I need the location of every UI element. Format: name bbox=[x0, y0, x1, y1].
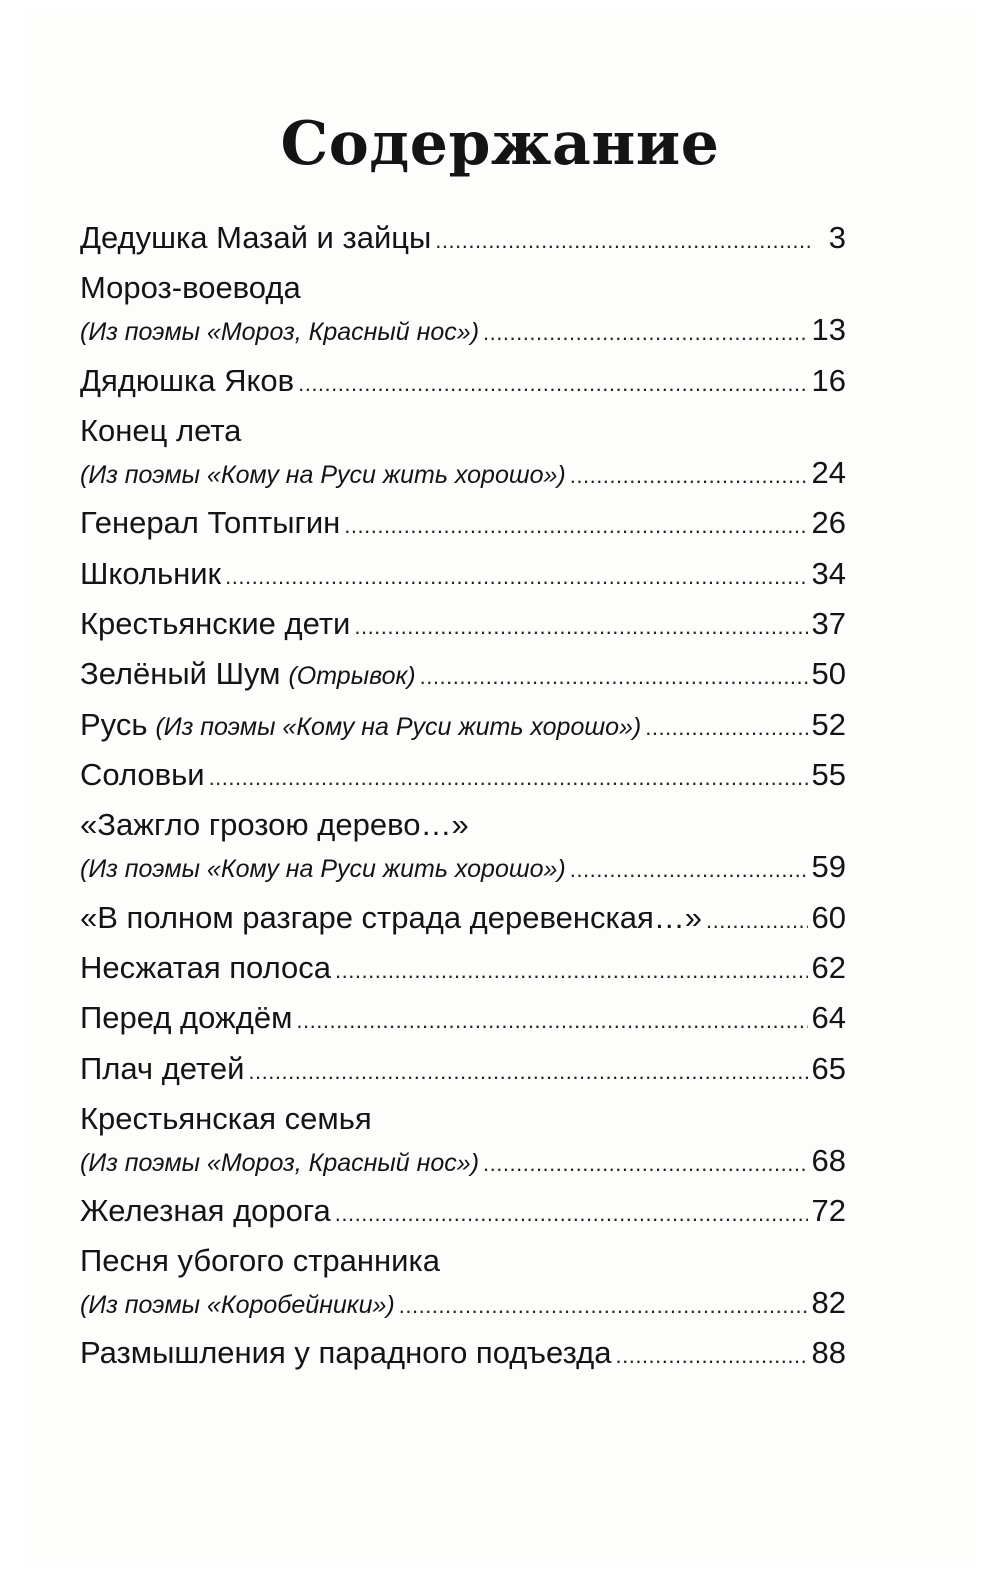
dot-leader bbox=[296, 1001, 807, 1041]
entry-title: Перед дождём bbox=[80, 1000, 293, 1036]
entry-page-number: 68 bbox=[811, 1142, 846, 1178]
dot-leader bbox=[615, 1336, 807, 1376]
toc-entry[interactable] bbox=[80, 212, 846, 262]
toc-entry[interactable] bbox=[80, 354, 846, 404]
dot-leader bbox=[483, 1144, 807, 1184]
dot-leader bbox=[706, 901, 808, 941]
toc-entry[interactable] bbox=[80, 1235, 846, 1327]
toc-row bbox=[80, 1333, 846, 1373]
toc-row bbox=[80, 948, 846, 988]
toc-row bbox=[80, 361, 846, 401]
entry-page-number: 65 bbox=[811, 1050, 846, 1086]
toc-row bbox=[80, 898, 846, 938]
toc-entry[interactable] bbox=[80, 1042, 846, 1092]
toc-row bbox=[80, 998, 846, 1038]
dot-leader bbox=[335, 1194, 808, 1234]
dot-leader bbox=[399, 1286, 808, 1326]
entry-page-number: 88 bbox=[811, 1335, 846, 1371]
dot-leader bbox=[354, 607, 807, 647]
entry-page-number: 72 bbox=[811, 1193, 846, 1229]
entry-title: Размышления у парадного подъезда bbox=[80, 1335, 612, 1371]
toc-entry[interactable] bbox=[80, 598, 846, 648]
entry-note: (Из поэмы «Мороз, Красный нос») bbox=[80, 1148, 480, 1177]
toc-row bbox=[80, 604, 846, 644]
entry-page-number: 82 bbox=[811, 1285, 846, 1321]
entry-title: Мороз-воевода bbox=[80, 270, 301, 306]
entry-page-number: 3 bbox=[828, 220, 846, 256]
dot-leader bbox=[225, 557, 807, 597]
entry-title: Школьник bbox=[80, 555, 222, 591]
entry-title: Песня убогого странника bbox=[80, 1243, 440, 1279]
toc-entry[interactable] bbox=[80, 648, 846, 698]
toc-entry[interactable] bbox=[80, 891, 846, 941]
entry-label bbox=[80, 705, 641, 747]
page-title: Содержание bbox=[280, 109, 720, 179]
entry-page-number: 34 bbox=[811, 555, 846, 591]
toc-entry[interactable] bbox=[80, 547, 846, 597]
dot-leader bbox=[570, 850, 808, 890]
dot-leader bbox=[248, 1052, 807, 1092]
entry-note: (Отрывок) bbox=[288, 662, 416, 691]
entry-note: (Из поэмы «Коробейники») bbox=[80, 1291, 395, 1320]
entry-title: Зелёный Шум bbox=[80, 656, 281, 692]
toc-entry[interactable] bbox=[80, 497, 846, 547]
table-of-contents bbox=[80, 212, 846, 1377]
entry-page-number: 60 bbox=[811, 899, 846, 935]
entry-note: (Из поэмы «Кому на Руси жить хорошо») bbox=[155, 712, 642, 741]
toc-row bbox=[80, 654, 846, 694]
entry-note: (Из поэмы «Кому на Руси жить хорошо») bbox=[80, 460, 566, 489]
toc-row bbox=[80, 453, 846, 493]
toc-entry[interactable] bbox=[80, 1185, 846, 1235]
entry-title: «В полном разгаре страда деревенская…» bbox=[80, 899, 702, 935]
toc-row bbox=[80, 755, 846, 795]
toc-entry[interactable] bbox=[80, 749, 846, 799]
entry-title: Несжатая полоса bbox=[80, 949, 332, 985]
entry-page-number: 50 bbox=[811, 656, 846, 692]
toc-row bbox=[80, 705, 846, 745]
entry-title: Крестьянская семья bbox=[80, 1100, 372, 1136]
toc-row bbox=[80, 218, 846, 258]
entry-title: Соловьи bbox=[80, 757, 205, 793]
dot-leader bbox=[335, 951, 807, 991]
entry-title: Дядюшка Яков bbox=[80, 362, 295, 398]
entry-page-number: 64 bbox=[811, 1000, 846, 1036]
entry-title: Плач детей bbox=[80, 1050, 245, 1086]
entry-page-number: 55 bbox=[811, 757, 846, 793]
toc-row bbox=[80, 310, 846, 350]
dot-leader bbox=[645, 708, 807, 748]
toc-entry[interactable] bbox=[80, 992, 846, 1042]
entry-page-number: 26 bbox=[811, 505, 846, 541]
toc-entry[interactable] bbox=[80, 405, 846, 497]
toc-row bbox=[80, 1283, 846, 1323]
entry-page-number: 16 bbox=[811, 362, 846, 398]
toc-entry[interactable] bbox=[80, 698, 846, 748]
entry-label bbox=[80, 654, 416, 696]
toc-entry[interactable] bbox=[80, 1093, 846, 1185]
entry-title: Русь bbox=[80, 706, 148, 742]
entry-note: (Из поэмы «Кому на Руси жить хорошо») bbox=[80, 855, 566, 884]
dot-leader bbox=[570, 456, 808, 496]
entry-page-number: 52 bbox=[811, 706, 846, 742]
toc-row bbox=[80, 847, 846, 887]
entry-title: Дедушка Мазай и зайцы bbox=[80, 220, 432, 256]
entry-page-number: 13 bbox=[811, 312, 846, 348]
dot-leader bbox=[209, 758, 808, 798]
entry-page-number: 37 bbox=[811, 605, 846, 641]
toc-row bbox=[80, 1141, 846, 1181]
entry-title: Железная дорога bbox=[80, 1193, 331, 1229]
toc-entry[interactable] bbox=[80, 1327, 846, 1377]
toc-entry[interactable] bbox=[80, 942, 846, 992]
dot-leader bbox=[483, 313, 807, 353]
toc-row bbox=[80, 554, 846, 594]
toc-entry[interactable] bbox=[80, 262, 846, 354]
entry-page-number: 59 bbox=[811, 849, 846, 885]
dot-leader bbox=[298, 364, 807, 404]
entry-note: (Из поэмы «Мороз, Красный нос») bbox=[80, 318, 480, 347]
dot-leader bbox=[420, 657, 808, 697]
entry-title: Крестьянские дети bbox=[80, 605, 351, 641]
toc-row bbox=[80, 1191, 846, 1231]
toc-row bbox=[80, 1049, 846, 1089]
entry-page-number: 62 bbox=[811, 949, 846, 985]
dot-leader bbox=[435, 221, 810, 261]
entry-page-number: 24 bbox=[811, 454, 846, 490]
dot-leader bbox=[344, 506, 807, 546]
entry-title: «Зажгло грозою дерево…» bbox=[80, 807, 469, 843]
entry-title: Конец лета bbox=[80, 412, 242, 448]
toc-entry[interactable] bbox=[80, 799, 846, 891]
entry-title: Генерал Топтыгин bbox=[80, 505, 341, 541]
toc-row bbox=[80, 503, 846, 543]
